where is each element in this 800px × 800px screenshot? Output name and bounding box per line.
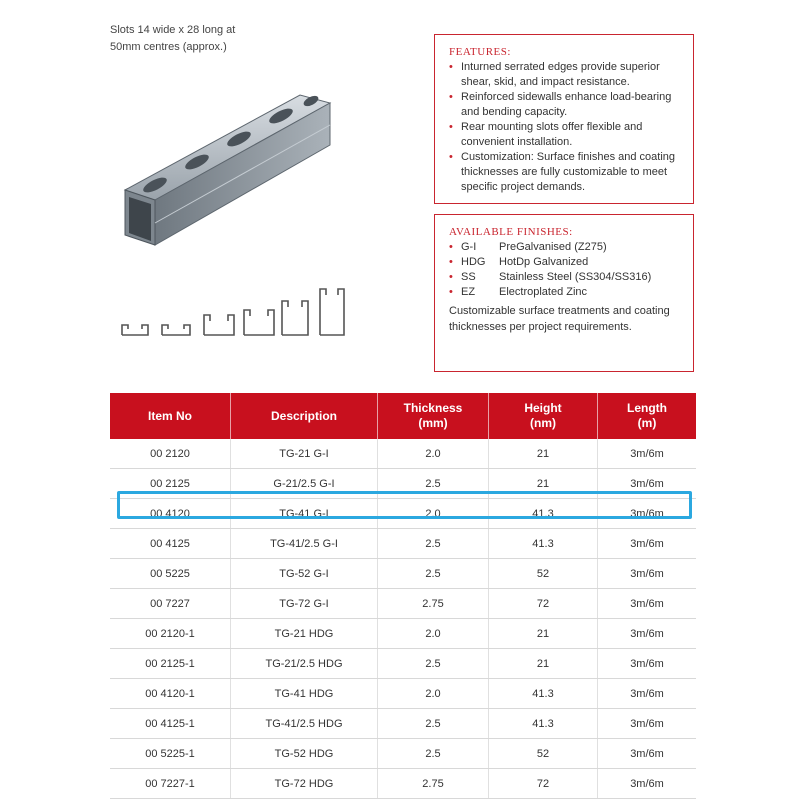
cell-height: 21: [489, 469, 598, 499]
cell-item-no: 00 2120: [110, 439, 231, 469]
finish-code: • HDG: [461, 256, 486, 268]
table-row: [110, 589, 696, 619]
table-row: [110, 739, 696, 769]
feature-item: • Inturned serrated edges provide superior shear, skid, and impact resistance.: [449, 60, 685, 90]
features-list: [435, 60, 693, 195]
cell-thickness: 2.75: [378, 589, 489, 619]
cell-thickness: 2.5: [378, 559, 489, 589]
features-box: [434, 34, 694, 204]
cell-length: 3m/6m: [598, 439, 697, 469]
slot-spec-line-1: Slots 14 wide x 28 long at: [110, 24, 236, 36]
cell-item-no: 00 4120-1: [110, 679, 231, 709]
cell-description: TG-21 HDG: [231, 619, 378, 649]
cell-height: 21: [489, 439, 598, 469]
feature-item: • Rear mounting slots offer flexible and convenient installation.: [449, 120, 685, 150]
cell-description: TG-21/2.5 HDG: [231, 649, 378, 679]
cell-height: 41.3: [489, 709, 598, 739]
cell-item-no: 00 5225-1: [110, 739, 231, 769]
cell-height: 41.3: [489, 499, 598, 529]
cell-length: 3m/6m: [598, 709, 697, 739]
table-row: [110, 559, 696, 589]
cell-length: 3m/6m: [598, 739, 697, 769]
finish-item: [449, 285, 685, 300]
header-item-no: Item No: [110, 393, 231, 439]
table-row: [110, 529, 696, 559]
table-row: [110, 709, 696, 739]
cell-thickness: 2.5: [378, 709, 489, 739]
cell-item-no: 00 4125: [110, 529, 231, 559]
cell-length: 3m/6m: [598, 469, 697, 499]
feature-item: • Reinforced sidewalls enhance load-bearing and bending capacity.: [449, 90, 685, 120]
cell-length: 3m/6m: [598, 649, 697, 679]
cell-thickness: 2.5: [378, 739, 489, 769]
cell-thickness: 2.0: [378, 439, 489, 469]
cell-item-no: 00 5225: [110, 559, 231, 589]
finish-code: • G-I: [461, 241, 477, 253]
features-title: FEATURES:: [449, 46, 511, 58]
finish-desc: HotDp Galvanized: [499, 256, 589, 268]
header-length: Length (m): [598, 393, 697, 439]
finishes-box: [434, 214, 694, 372]
cell-description: G-21/2.5 G-I: [231, 469, 378, 499]
finishes-title: AVAILABLE FINISHES:: [449, 226, 573, 238]
cell-height: 52: [489, 739, 598, 769]
cell-item-no: 00 2120-1: [110, 619, 231, 649]
cell-length: 3m/6m: [598, 589, 697, 619]
cell-description: TG-52 HDG: [231, 739, 378, 769]
cell-thickness: 2.0: [378, 679, 489, 709]
cell-length: 3m/6m: [598, 619, 697, 649]
cell-thickness: 2.5: [378, 529, 489, 559]
cell-thickness: 2.75: [378, 769, 489, 799]
cell-thickness: 2.0: [378, 499, 489, 529]
cell-description: TG-41 HDG: [231, 679, 378, 709]
cell-description: TG-52 G-I: [231, 559, 378, 589]
header-height: Height (nm): [489, 393, 598, 439]
cell-height: 21: [489, 649, 598, 679]
cell-description: TG-41/2.5 HDG: [231, 709, 378, 739]
cell-item-no: 00 4125-1: [110, 709, 231, 739]
cell-height: 72: [489, 769, 598, 799]
cell-length: 3m/6m: [598, 679, 697, 709]
table-row: [110, 649, 696, 679]
finish-item: [449, 240, 685, 255]
finishes-note: Customizable surface treatments and coating thicknesses per project requirements.: [449, 305, 670, 333]
cell-length: 3m/6m: [598, 559, 697, 589]
cell-description: TG-21 G-I: [231, 439, 378, 469]
finish-item: [449, 255, 685, 270]
cell-item-no: 00 2125: [110, 469, 231, 499]
cell-height: 41.3: [489, 529, 598, 559]
slot-spec-line-2: 50mm centres (approx.): [110, 41, 227, 53]
cell-length: 3m/6m: [598, 529, 697, 559]
cell-item-no: 00 2125-1: [110, 649, 231, 679]
product-table: [110, 393, 696, 799]
cell-thickness: 2.0: [378, 619, 489, 649]
cell-description: TG-41 G-I: [231, 499, 378, 529]
strut-channel-image: [105, 85, 345, 255]
channel-profiles-image: [118, 285, 363, 347]
cell-length: 3m/6m: [598, 499, 697, 529]
header-description: Description: [231, 393, 378, 439]
header-thickness: Thickness (mm): [378, 393, 489, 439]
cell-description: TG-41/2.5 G-I: [231, 529, 378, 559]
table-row: [110, 619, 696, 649]
cell-thickness: 2.5: [378, 469, 489, 499]
cell-item-no: 00 7227: [110, 589, 231, 619]
finish-desc: Stainless Steel (SS304/SS316): [499, 271, 652, 283]
table-row: [110, 769, 696, 799]
cell-item-no: 00 7227-1: [110, 769, 231, 799]
finish-item: [449, 270, 685, 285]
cell-thickness: 2.5: [378, 649, 489, 679]
cell-height: 21: [489, 619, 598, 649]
finishes-list: [435, 240, 693, 300]
cell-description: TG-72 HDG: [231, 769, 378, 799]
finish-code: • EZ: [461, 286, 476, 298]
table-row: [110, 439, 696, 469]
table-row: [110, 679, 696, 709]
cell-description: TG-72 G-I: [231, 589, 378, 619]
cell-height: 72: [489, 589, 598, 619]
cell-item-no: 00 4120: [110, 499, 231, 529]
row-highlight-box: [117, 491, 692, 519]
cell-height: 41.3: [489, 679, 598, 709]
cell-length: 3m/6m: [598, 769, 697, 799]
table-header-row: [110, 393, 696, 439]
feature-item: • Customization: Surface finishes and coating thicknesses are fully customizable to meet specific project demands.: [449, 150, 685, 195]
finish-code: • SS: [461, 271, 476, 283]
finish-desc: PreGalvanised (Z275): [499, 241, 607, 253]
slot-spec-note: [110, 22, 235, 56]
finish-desc: Electroplated Zinc: [499, 286, 588, 298]
cell-height: 52: [489, 559, 598, 589]
